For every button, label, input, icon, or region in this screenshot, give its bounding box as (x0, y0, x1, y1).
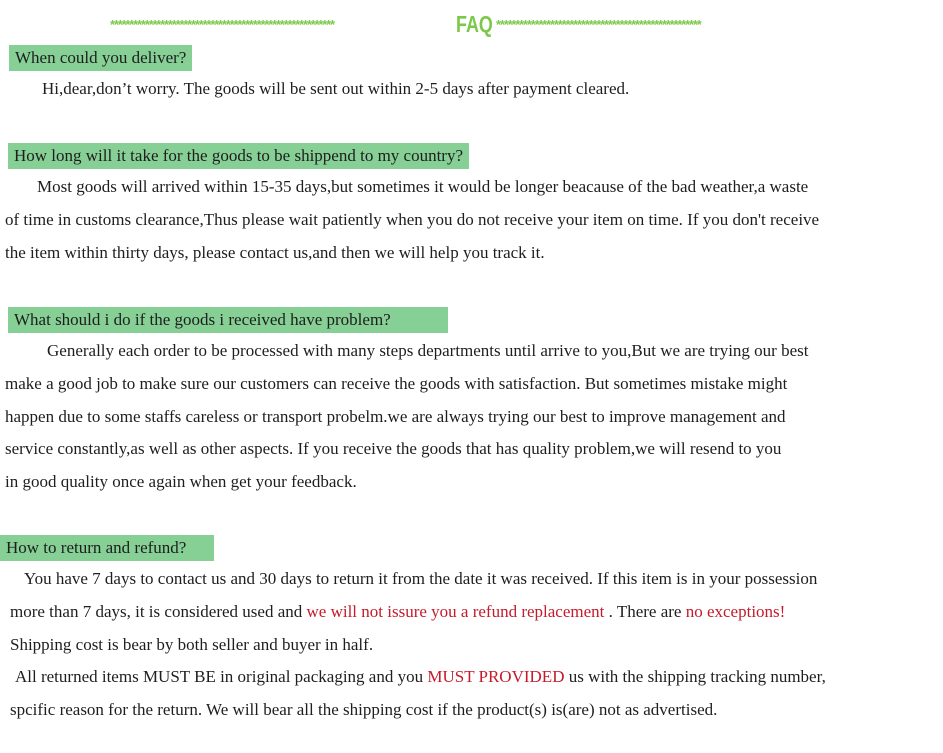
faq-question-shipping-time: How long will it take for the goods to be shippend to my country? (8, 143, 469, 169)
answer-line (0, 661, 943, 694)
answer-line: Shipping cost is bear by both seller and buyer in half. (10, 634, 374, 654)
answer-text: . There are (604, 601, 686, 621)
answer-line: You have 7 days to contact us and 30 days to return it from the date it was received. If this item is in your possession (24, 569, 818, 588)
banner-stars-left: ********************************************************** (110, 18, 334, 32)
answer-line: Hi,dear,don’t worry. The goods will be sent out within 2-5 days after payment cleared. (42, 79, 630, 98)
faq-banner (0, 10, 943, 42)
answer-text: All returned items MUST BE in original packaging and you (15, 667, 428, 687)
must-provided-emphasis: MUST PROVIDED (427, 667, 565, 687)
answer-line: Generally each order to be processed with many steps departments until arrive to you,But we are trying our best (47, 341, 809, 360)
faq-answer-return-refund (0, 563, 943, 727)
answer-line: happen due to some staffs careless or transport probelm.we are always trying our best to improve management and (5, 406, 786, 426)
answer-line: service constantly,as well as other aspects. If you receive the goods that has quality problem,we will resend to you (5, 439, 782, 459)
answer-text: more than 7 days, it is considered used and (10, 601, 307, 621)
faq-answer-shipping-time (0, 171, 943, 269)
answer-line: Most goods will arrived within 15-35 days,but sometimes it would be longer beacause of the bad weather,a waste (37, 177, 809, 196)
answer-line: of time in customs clearance,Thus please wait patiently when you do not receive your item on time. If you don't receive (5, 209, 820, 229)
faq-question-return-refund: How to return and refund? (0, 535, 214, 561)
answer-line: make a good job to make sure our customers can receive the goods with satisfaction. But sometimes mistake might (5, 373, 788, 393)
faq-question-delivery: When could you deliver? (9, 45, 192, 71)
answer-line: in good quality once again when get your feedback. (5, 472, 357, 492)
faq-heading: FAQ (456, 11, 493, 37)
no-refund-emphasis: we will not issure you a refund replacement (306, 601, 605, 621)
answer-line (0, 596, 943, 629)
answer-line: spcific reason for the return. We will bear all the shipping cost if the product(s) is(are) not as advertised. (10, 700, 718, 720)
faq-answer-problem (0, 335, 943, 499)
faq-question-problem: What should i do if the goods i received have problem? (8, 307, 448, 333)
no-exceptions-emphasis: no exceptions! (685, 601, 786, 621)
answer-line: the item within thirty days, please contact us,and then we will help you track it. (5, 242, 545, 262)
answer-text: us with the shipping tracking number, (564, 667, 826, 687)
banner-stars-right: ***************************************************** (496, 18, 701, 32)
faq-answer-delivery (0, 73, 943, 106)
